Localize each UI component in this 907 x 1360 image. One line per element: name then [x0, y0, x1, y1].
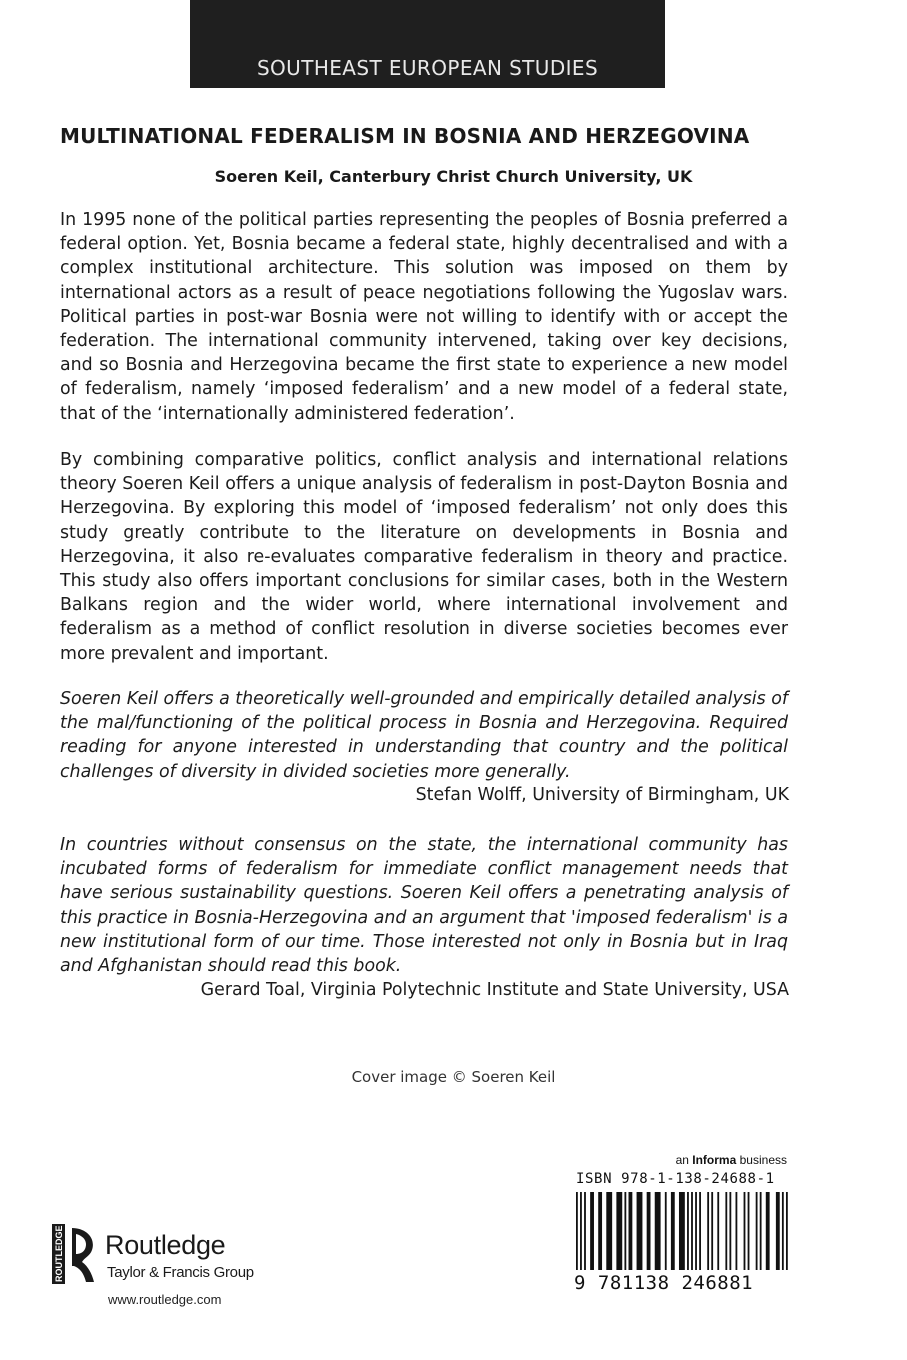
blurb-paragraph-2: By combining comparative politics, conflict analysis and international relations theory Soeren Keil offers a unique analysis of federalism in post-Dayton Bosnia and Herzegovina. By exploring this model of ‘imposed federalism’ not only does this study greatly contribute to the literature on developments in Bosnia and Herzegovina, it also re-evaluates comparative federalism in theory and practice. This study also offers important conclusions for similar cases, both in the Western Balkans region and the wider world, where international involvement and federalism as a method of conflict resolution in diverse societies becomes ever more prevalent and important. [60, 450, 788, 664]
barcode-bar [624, 1192, 626, 1270]
barcode-bar [590, 1192, 594, 1270]
barcode-bar [655, 1192, 661, 1270]
barcode-bar [736, 1192, 738, 1270]
barcode-bar [629, 1192, 633, 1270]
logo-vertical-text: ROUTLEDGE [54, 1225, 64, 1282]
cover-credit: Cover image © Soeren Keil [351, 1068, 556, 1086]
barcode-bar [725, 1192, 727, 1270]
informa-brand: Informa [692, 1153, 737, 1167]
barcode-bar [584, 1192, 586, 1270]
barcode-bar [756, 1192, 758, 1270]
barcode-bar [687, 1192, 689, 1270]
endorsement-attribution-2: Gerard Toal, Virginia Polytechnic Institute and State University, USA [200, 980, 789, 1000]
author-line: Soeren Keil, Canterbury Christ Church University, UK [214, 167, 693, 186]
barcode-icon [574, 1190, 790, 1280]
series-label: SOUTHEAST EUROPEAN STUDIES [256, 56, 599, 80]
publisher-website: www.routledge.com [108, 1292, 222, 1307]
barcode-bar [616, 1192, 622, 1270]
barcode-bar [665, 1192, 667, 1270]
informa-prefix: an [675, 1153, 689, 1167]
barcode-bar [647, 1192, 651, 1270]
barcode-bar [786, 1192, 788, 1270]
barcode-bar [699, 1192, 701, 1270]
barcode-bar [717, 1192, 719, 1270]
barcode-bar [691, 1192, 693, 1270]
barcode-bar [580, 1192, 582, 1270]
endorsement-attribution-1: Stefan Wolff, University of Birmingham, UK [415, 785, 789, 805]
barcode-bar [679, 1192, 685, 1270]
barcode-bar [766, 1192, 770, 1270]
barcode-bar [748, 1192, 750, 1270]
barcode-bar [695, 1192, 697, 1270]
routledge-logo-icon [52, 1224, 100, 1284]
barcode-bar [707, 1192, 709, 1270]
endorsement-quote-2: In countries without consensus on the state, the international community has incubated forms of federalism for immediate conflict management needs that have serious sustainability questions. Soeren Keil offers a penetrating analysis of this practice in Bosnia-Herzegovina and an argument that 'imposed federalism' is a new institutional form of our time. Those interested not only in Bosnia but in Iraq and Afghanistan should read this book. [60, 835, 788, 977]
barcode-bar [760, 1192, 762, 1270]
barcode-bar [776, 1192, 780, 1270]
barcode-bar [598, 1192, 602, 1270]
barcode-bar [671, 1192, 675, 1270]
series-banner [190, 0, 665, 88]
publisher-name: Routledge [105, 1230, 226, 1260]
blurb-paragraph-1: In 1995 none of the political parties representing the peoples of Bosnia preferred a federal option. Yet, Bosnia became a federal state, highly decentralised and with a complex institutional architecture. This solution was imposed on them by international actors as a result of peace negotiations following the Yugoslav wars. Political parties in post-war Bosnia were not willing to identify with or accept the federation. The international community intervened, taking over key decisions, and so Bosnia and Herzegovina became the first state to experience a new model of federalism, namely ‘imposed federalism’ and a new model of a federal state, that of the ‘internationally administered federation’. [60, 210, 788, 424]
informa-suffix: business [739, 1153, 787, 1167]
barcode-bar [711, 1192, 713, 1270]
barcode-bar [576, 1192, 578, 1270]
barcode-digits: 9 781138 246881 [574, 1272, 754, 1294]
book-title: MULTINATIONAL FEDERALISM IN BOSNIA AND HERZEGOVINA [60, 124, 750, 148]
barcode-bar [782, 1192, 784, 1270]
barcode-bar [729, 1192, 731, 1270]
informa-tagline [676, 1153, 787, 1167]
barcode-bar [637, 1192, 643, 1270]
publisher-group: Taylor & Francis Group [107, 1264, 254, 1281]
barcode-bar [744, 1192, 746, 1270]
isbn-label: ISBN 978-1-138-24688-1 [576, 1171, 775, 1187]
barcode-bar [606, 1192, 612, 1270]
endorsement-quote-1: Soeren Keil offers a theoretically well-grounded and empirically detailed analysis of the mal/functioning of the political process in Bosnia and Herzegovina. Required reading for anyone interested in understanding that country and the political challenges of diversity in divided societies more generally. [60, 689, 788, 782]
